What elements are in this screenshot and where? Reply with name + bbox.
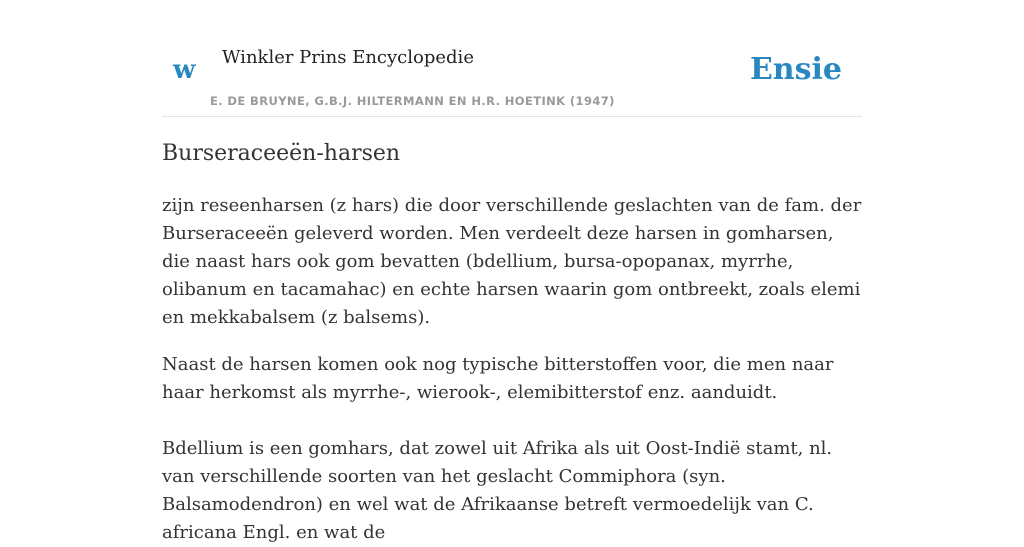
site-header (162, 0, 862, 117)
winkler-prins-logo[interactable]: w (173, 55, 196, 85)
article-title: Burseraceeën-harsen (162, 141, 401, 166)
encyclopedia-authors: E. DE BRUYNE, G.B.J. HILTERMANN EN H.R. HOETINK (1947) (210, 94, 615, 108)
article-paragraph-1: zijn reseenharsen (z hars) die door verschillende geslachten van de fam. der Burseraceeën geleverd worden. Men verdeelt deze harsen in gomharsen, die naast hars ook gom bevatten (bdellium, bursa-opopanax, myrrhe, olibanum en tacamahac) en echte harsen waarin gom ontbreekt, zoals elemi en mekkabalsem (z balsems). (162, 195, 862, 328)
article-paragraph-2: Naast de harsen komen ook nog typische bitterstoffen voor, die men naar haar herkomst als myrrhe-, wierook-, elemibitterstof enz. aanduidt. (162, 354, 834, 403)
article-paragraph-3: Bdellium is een gomhars, dat zowel uit Afrika als uit Oost-Indië stamt, nl. van verschillende soorten van het geslacht Commiphora (syn. Balsamodendron) en wel wat de Afrikaanse betreft vermoedelijk van C. africana Engl. en wat de (162, 438, 833, 543)
encyclopedia-title[interactable]: Winkler Prins Encyclopedie (222, 47, 474, 68)
ensie-logo[interactable]: Ensie (749, 52, 842, 87)
article (162, 138, 862, 547)
